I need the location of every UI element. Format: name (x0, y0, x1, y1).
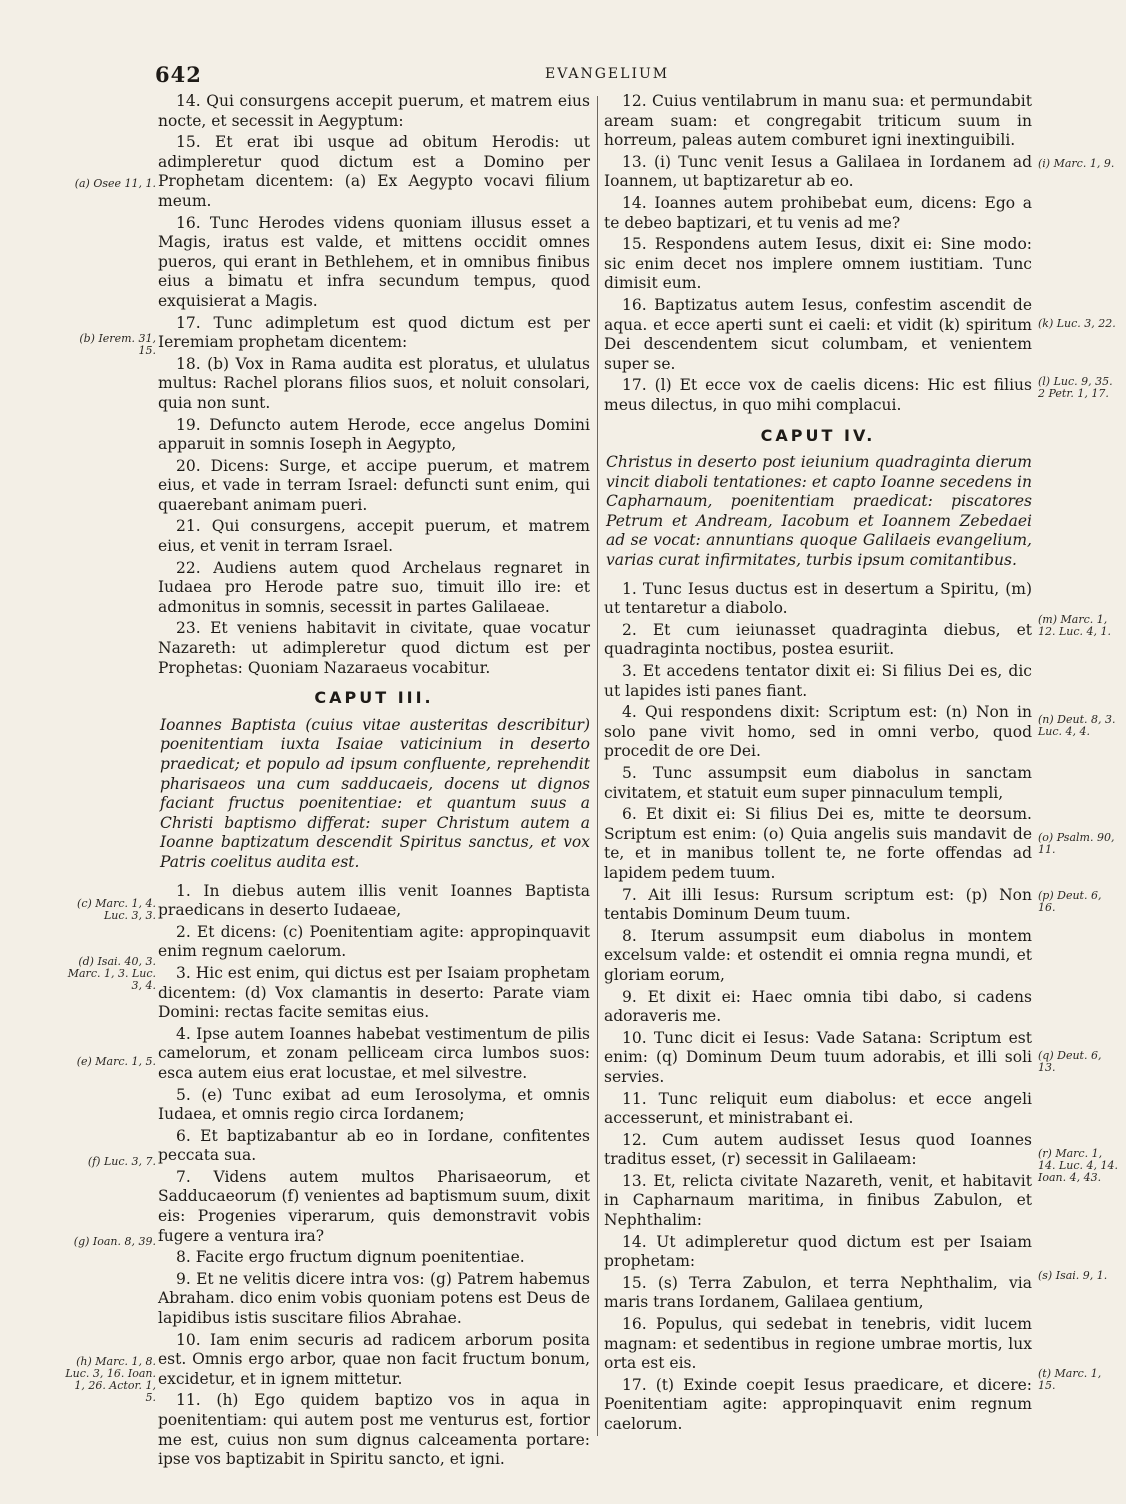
column-divider (597, 96, 598, 1436)
verse: 1. Tunc Iesus ductus est in desertum a Spiritu, (m) ut tentaretur a diabolo. (604, 579, 1032, 618)
running-title: EVANGELIUM (545, 66, 670, 82)
verse: 23. Et veniens habitavit in civitate, quae vocatur Nazareth: ut adimpleretur quod dictum est per Prophetas: Quoniam Nazaraeus vocabitur. (158, 619, 590, 677)
margin-reference: (b) Ierem. 31, 15. (79, 332, 156, 357)
verse: 12. Cuius ventilabrum in manu sua: et permundabit aream suam: et congregabit triticum suum in horreum, paleas autem comburet igni inextinguibili. (604, 92, 1032, 150)
page-number: 642 (155, 62, 202, 87)
margin-reference: (g) Ioan. 8, 39. (73, 1235, 156, 1248)
verse: 20. Dicens: Surge, et accipe puerum, et matrem eius, et vade in terram Israel: defuncti sunt enim, qui quaerebant animam pueri. (158, 456, 590, 514)
verse: 19. Defuncto autem Herode, ecce angelus Domini apparuit in somnis Ioseph in Aegypto, (158, 415, 590, 454)
verse: 8. Iterum assumpsit eum diabolus in montem excelsum valde: et ostendit ei omnia regna mundi, et gloriam eorum, (604, 926, 1032, 984)
margin-reference: (o) Psalm. 90, 11. (1038, 831, 1115, 856)
margin-reference: (i) Marc. 1, 9. (1038, 157, 1115, 170)
verse: 9. Et ne velitis dicere intra vos: (g) Patrem habemus Abraham. dico enim vobis quoniam potens est Deus de lapidibus istis suscitare filios Abrahae. (158, 1269, 590, 1328)
verse: 7. Ait illi Iesus: Rursum scriptum est: (p) Non tentabis Dominum Deum tuum. (604, 885, 1032, 924)
margin-reference: (l) Luc. 9, 35. 2 Petr. 1, 17. (1038, 375, 1113, 400)
verse: 16. Populus, qui sedebat in tenebris, vidit lucem magnam: et sedentibus in regione umbrae mortis, lux orta est eis. (604, 1315, 1032, 1373)
margin-reference: (q) Deut. 6, 13. (1038, 1049, 1102, 1074)
verse: 13. Et, relicta civitate Nazareth, venit, et habitavit in Capharnaum maritima, in finibus Zabulon, et Nephthalim: (604, 1171, 1032, 1230)
verse: 15. Respondens autem Iesus, dixit ei: Sine modo: sic enim decet nos implere omnem iustitiam. Tunc dimisit eum. (604, 235, 1032, 293)
verse: 10. Iam enim securis ad radicem arborum posita est. Omnis ergo arbor, quae non facit fructum bonum, excidetur, et in ignem mittetur. (158, 1330, 590, 1388)
verse: 14. Ioannes autem prohibebat eum, dicens: Ego a te debeo baptizari, et tu venis ad me? (604, 193, 1032, 232)
margin-reference: (k) Luc. 3, 22. (1038, 317, 1116, 330)
verse: 22. Audiens autem quod Archelaus regnaret in Iudaea pro Herode patre suo, timuit illo ire: et admonitus in somnis, secessit in partes Galilaeae. (158, 558, 590, 616)
margin-reference: (h) Marc. 1, 8. Luc. 3, 16. Ioan. 1, 26. Actor. 1, 5. (65, 1355, 156, 1404)
margin-reference: (t) Marc. 1, 15. (1038, 1367, 1102, 1392)
verse: 9. Et dixit ei: Haec omnia tibi dabo, si cadens adoraveris me. (604, 987, 1032, 1026)
verse: 3. Et accedens tentator dixit ei: Si filius Dei es, dic ut lapides isti panes fiant. (604, 662, 1032, 700)
margin-reference: (r) Marc. 1, 14. Luc. 4, 14. Ioan. 4, 43. (1038, 1147, 1119, 1184)
verse: 13. (i) Tunc venit Iesus a Galilaea in Iordanem ad Ioannem, ut baptizaretur ab eo. (604, 152, 1032, 191)
page-header (155, 62, 1035, 86)
verse: 21. Qui consurgens, accepit puerum, et matrem eius, et venit in terram Israel. (158, 517, 590, 556)
verse: 10. Tunc dicit ei Iesus: Vade Satana: Scriptum est enim: (q) Dominum Deum tuum adorabis, et illi soli servies. (604, 1028, 1032, 1086)
verse: 5. (e) Tunc exibat ad eum Ierosolyma, et omnis Iudaea, et omnis regio circa Iordanem; (158, 1085, 590, 1124)
verse: 18. (b) Vox in Rama audita est ploratus, et ululatus multus: Rachel plorans filios suos, et noluit consolari, quia non sunt. (158, 354, 590, 412)
chapter-heading: CAPUT III. (314, 688, 434, 708)
margin-reference: (a) Osee 11, 1. (74, 177, 156, 190)
margin-reference: (p) Deut. 6, 16. (1038, 889, 1102, 914)
chapter-summary: Ioannes Baptista (cuius vitae austeritas describitur) poenitentiam iuxta Isaiae vaticinium in deserto praedicat; et populo ad ipsum confluente, reprehendit pharisaeos una cum sadducaeis, docens ut dignos faciant fructus poenitentiae: et quantum suus a Christi baptismo differat: super Christum autem a Ioanne baptizatum descendit Spiritus sanctus, et vox Patris coelitus audita est. (160, 715, 590, 871)
verse: 17. (t) Exinde coepit Iesus praedicare, et dicere: Poenitentiam agite: appropinquavit enim regnum caelorum. (604, 1375, 1032, 1433)
verse: 4. Qui respondens dixit: Scriptum est: (n) Non in solo pane vivit homo, sed in omni verbo, quod procedit de ore Dei. (604, 703, 1032, 761)
verse: 11. (h) Ego quidem baptizo vos in aqua in poenitentiam: qui autem post me venturus est, fortior me est, cuius non sum dignus calceamenta portare: ipse vos baptizabit in Spiritu sancto, et igni. (158, 1391, 590, 1469)
verse: 7. Videns autem multos Pharisaeorum, et Sadducaeorum (f) venientes ad baptismum suum, dixit eis: Progenies viperarum, quis demonstravit vobis fugere a ventura ira? (158, 1167, 590, 1245)
chapter-heading: CAPUT IV. (760, 425, 876, 445)
verse: 5. Tunc assumpsit eum diabolus in sanctam civitatem, et statuit eum super pinnaculum templi, (604, 764, 1032, 802)
right-column (604, 92, 1032, 1437)
verse: 14. Qui consurgens accepit puerum, et matrem eius nocte, et secessit in Aegyptum: (158, 92, 590, 130)
margin-reference: (f) Luc. 3, 7. (87, 1155, 156, 1168)
margin-reference: (d) Isai. 40, 3. Marc. 1, 3. Luc. 3, 4. (67, 955, 156, 992)
verse: 16. Tunc Herodes videns quoniam illusus esset a Magis, iratus est valde, et mittens occidit omnes pueros, qui erant in Bethlehem, et in omnibus finibus eius a bimatu et infra secundum tempus, quod exquisierat a Magis. (158, 213, 590, 310)
verse: 6. Et dixit ei: Si filius Dei es, mitte te deorsum. Scriptum est enim: (o) Quia angelis suis mandavit de te, et in manibus tollent te, ne forte offendas ad lapidem pedem tuum. (604, 805, 1032, 882)
verse: 2. Et dicens: (c) Poenitentiam agite: appropinquavit enim regnum caelorum. (158, 922, 590, 961)
verse: 2. Et cum ieiunasset quadraginta diebus, et quadraginta noctibus, postea esuriit. (604, 620, 1032, 659)
verse: 6. Et baptizabantur ab eo in Iordane, confitentes peccata sua. (158, 1126, 590, 1165)
verse: 17. (l) Et ecce vox de caelis dicens: Hic est filius meus dilectus, in quo mihi complacui. (604, 376, 1032, 414)
verse: 15. (s) Terra Zabulon, et terra Nephthalim, via maris trans Iordanem, Galilaea gentium, (604, 1273, 1032, 1312)
verse: 3. Hic est enim, qui dictus est per Isaiam prophetam dicentem: (d) Vox clamantis in deserto: Parate viam Domini: rectas facite semitas eius. (158, 963, 590, 1022)
left-column (158, 92, 590, 1472)
verse: 11. Tunc reliquit eum diabolus: et ecce angeli accesserunt, et ministrabant ei. (604, 1089, 1032, 1128)
verse: 15. Et erat ibi usque ad obitum Herodis: ut adimpleretur quod dictum est a Domino per Prophetam dicentem: (a) Ex Aegypto vocavi filium meum. (158, 133, 590, 210)
verse: 16. Baptizatus autem Iesus, confestim ascendit de aqua. et ecce aperti sunt ei caeli: et vidit (k) spiritum Dei descendentem sicut columbam, et venientem super se. (604, 295, 1032, 373)
margin-reference: (m) Marc. 1, 12. Luc. 4, 1. (1038, 613, 1112, 638)
verse: 14. Ut adimpleretur quod dictum est per Isaiam prophetam: (604, 1232, 1032, 1271)
margin-reference: (e) Marc. 1, 5. (76, 1055, 156, 1068)
margin-reference: (n) Deut. 8, 3. Luc. 4, 4. (1038, 713, 1116, 738)
verse: 17. Tunc adimpletum est quod dictum est per Ieremiam prophetam dicentem: (158, 313, 590, 352)
verse: 1. In diebus autem illis venit Ioannes Baptista praedicans in deserto Iudaeae, (158, 881, 590, 920)
verse: 8. Facite ergo fructum dignum poenitentiae. (176, 1248, 525, 1267)
verse: 4. Ipse autem Ioannes habebat vestimentum de pilis camelorum, et zonam pelliceam circa lumbos suos: esca autem eius erat locustae, et mel silvestre. (158, 1024, 590, 1082)
margin-reference: (c) Marc. 1, 4. Luc. 3, 3. (77, 897, 156, 922)
margin-reference: (s) Isai. 9, 1. (1038, 1269, 1108, 1282)
verse: 12. Cum autem audisset Iesus quod Ioannes traditus esset, (r) secessit in Galilaeam: (604, 1130, 1032, 1169)
chapter-summary: Christus in deserto post ieiunium quadraginta dierum vincit diaboli tentationes: et capto Ioanne secedens in Capharnaum, poenitentiam praedicat: piscatores Petrum et Andream, Iacobum et Ioannem Zebedaei ad se vocat: annuntians quoque Galilaeis evangelium, varias curat infirmitates, turbis ipsum comitantibus. (606, 453, 1032, 570)
